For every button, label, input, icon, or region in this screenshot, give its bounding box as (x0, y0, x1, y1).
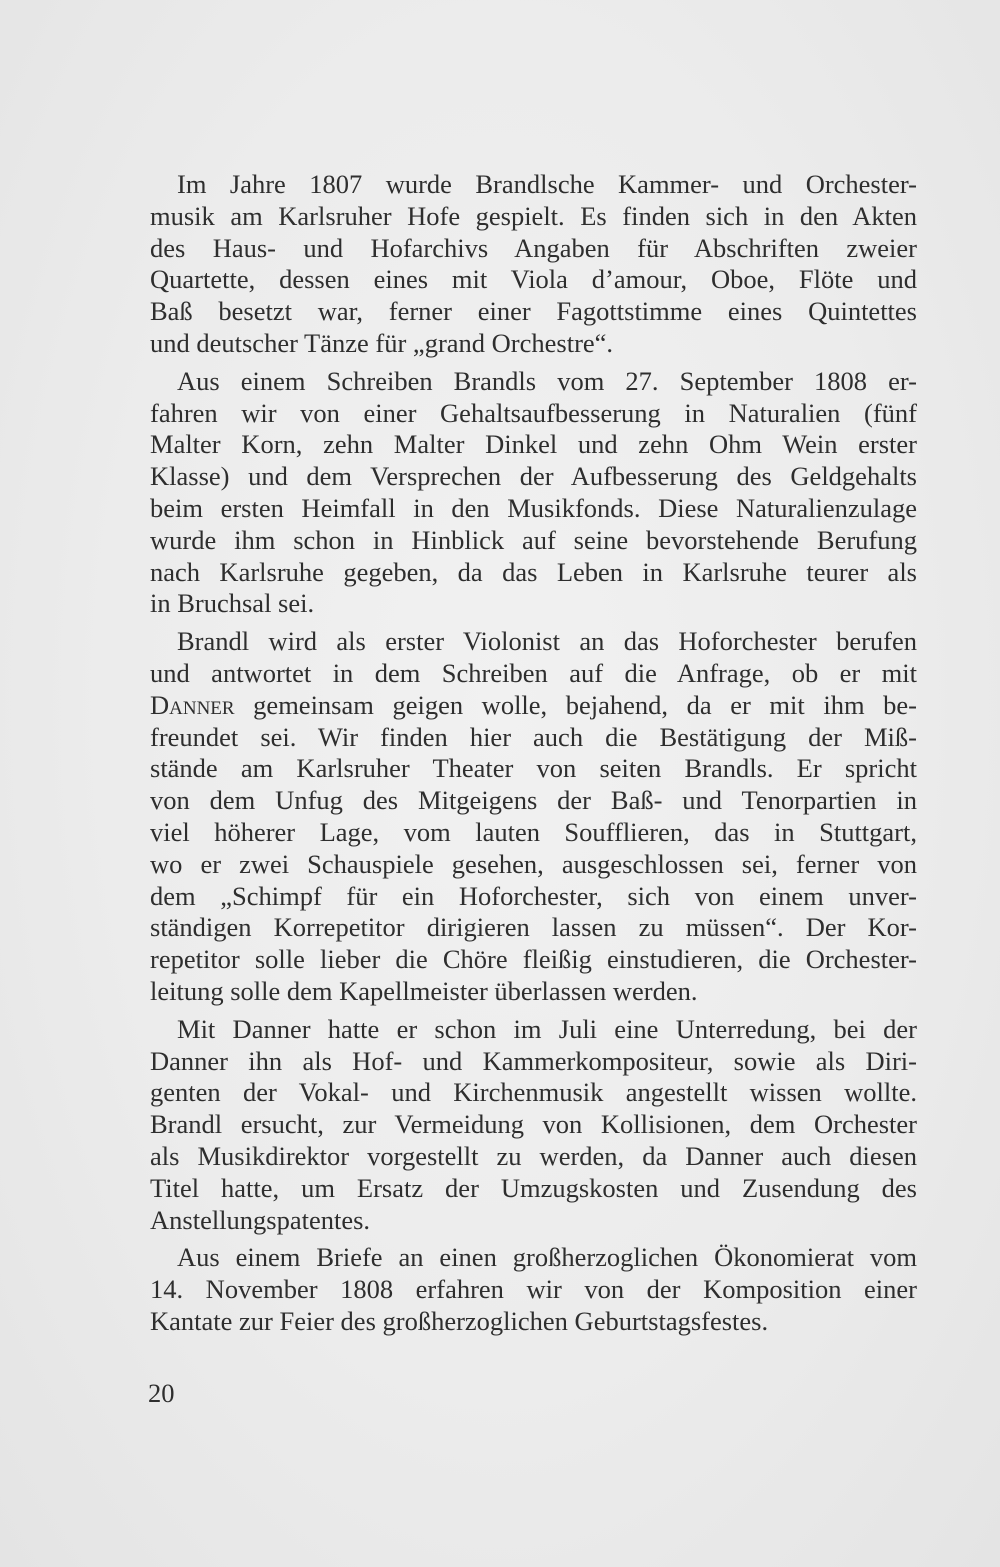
text-line: freundet sei. Wir finden hier auch die Bestätigung der Miß- (150, 721, 917, 752)
line-segment: gemeinsam geigen wolle, bejahend, da er mit ihm be- (234, 689, 917, 720)
text-line: Brandl ersucht, zur Vermeidung von Kollisionen, dem Orchester (150, 1109, 917, 1140)
text-line: als Musikdirektor vorgestellt zu werden, da Danner auch diesen (150, 1140, 917, 1171)
text-line: Anstellungspatentes. (150, 1204, 371, 1235)
text-line: in Bruchsal sei. (150, 588, 315, 619)
text-line: Quartette, dessen eines mit Viola d’amour, Oboe, Flöte und (150, 264, 917, 295)
text-line: Klasse) und dem Versprechen der Aufbesserung des Geldgehalts (150, 461, 917, 492)
small-caps-name: Danner (150, 689, 235, 720)
paragraph (150, 366, 917, 620)
text-line: Brandl wird als erster Violonist an das Hoforchester berufen (177, 626, 917, 657)
text-line: beim ersten Heimfall in den Musikfonds. Diese Naturalienzulage (150, 492, 917, 523)
text-line: Danner ihn als Hof- und Kammerkompositeur, sowie als Diri- (150, 1045, 917, 1076)
text-line: 14. November 1808 erfahren wir von der Komposition einer (150, 1274, 917, 1305)
text-line: viel höherer Lage, vom lauten Soufflieren, das in Stuttgart, (150, 816, 917, 847)
text-line: leitung solle dem Kapellmeister überlassen werden. (150, 975, 698, 1006)
text-line: Malter Korn, zehn Malter Dinkel und zehn Ohm Wein erster (150, 429, 917, 460)
text-line: stände am Karlsruher Theater von seiten Brandls. Er spricht (150, 753, 917, 784)
text-line: musik am Karlsruher Hofe gespielt. Es finden sich in den Akten (150, 200, 917, 231)
text-line: dem „Schimpf für ein Hoforchester, sich von einem unver- (150, 880, 917, 911)
text-line: Baß besetzt war, ferner einer Fagottstimme eines Quintettes (150, 296, 917, 327)
text-line: Titel hatte, um Ersatz der Umzugskosten und Zusendung des (150, 1172, 917, 1203)
text-line: ständigen Korrepetitor dirigieren lassen zu müssen“. Der Kor- (150, 912, 917, 943)
paragraph (150, 1242, 917, 1337)
text-line: wurde ihm schon in Hinblick auf seine bevorstehende Berufung (150, 524, 917, 555)
text-line: Mit Danner hatte er schon im Juli eine Unterredung, bei der (177, 1013, 917, 1044)
text-line: Aus einem Briefe an einen großherzoglichen Ökonomierat vom (177, 1242, 917, 1273)
text-line: Im Jahre 1807 wurde Brandlsche Kammer- und Orchester- (177, 169, 917, 199)
text-line: Kantate zur Feier des großherzoglichen Geburtstagsfestes. (150, 1305, 769, 1336)
text-line: genten der Vokal- und Kirchenmusik angestellt wissen wollte. (150, 1077, 917, 1108)
body-text (150, 169, 917, 1338)
text-line (150, 690, 917, 722)
page-number: 20 (148, 1378, 175, 1408)
text-line: Aus einem Schreiben Brandls vom 27. September 1808 er- (177, 365, 917, 396)
paragraph (150, 169, 917, 360)
text-line: wo er zwei Schauspiele gesehen, ausgeschlossen sei, ferner von (150, 848, 917, 879)
text-line: und antwortet in dem Schreiben auf die Anfrage, ob er mit (150, 657, 917, 688)
text-line: nach Karlsruhe gegeben, da das Leben in Karlsruhe teurer als (150, 556, 917, 587)
text-line: fahren wir von einer Gehaltsaufbesserung in Naturalien (fünf (150, 397, 917, 428)
paragraph (150, 626, 917, 1008)
text-line: des Haus- und Hofarchivs Angaben für Abschriften zweier (150, 232, 917, 263)
text-line: repetitor solle lieber die Chöre fleißig einstudieren, die Orchester- (150, 944, 917, 975)
text-line: von dem Unfug des Mitgeigens der Baß- und Tenorpartien in (150, 785, 917, 816)
text-line: und deutscher Tänze für „grand Orchestre“. (150, 327, 614, 358)
paragraph (150, 1014, 917, 1237)
